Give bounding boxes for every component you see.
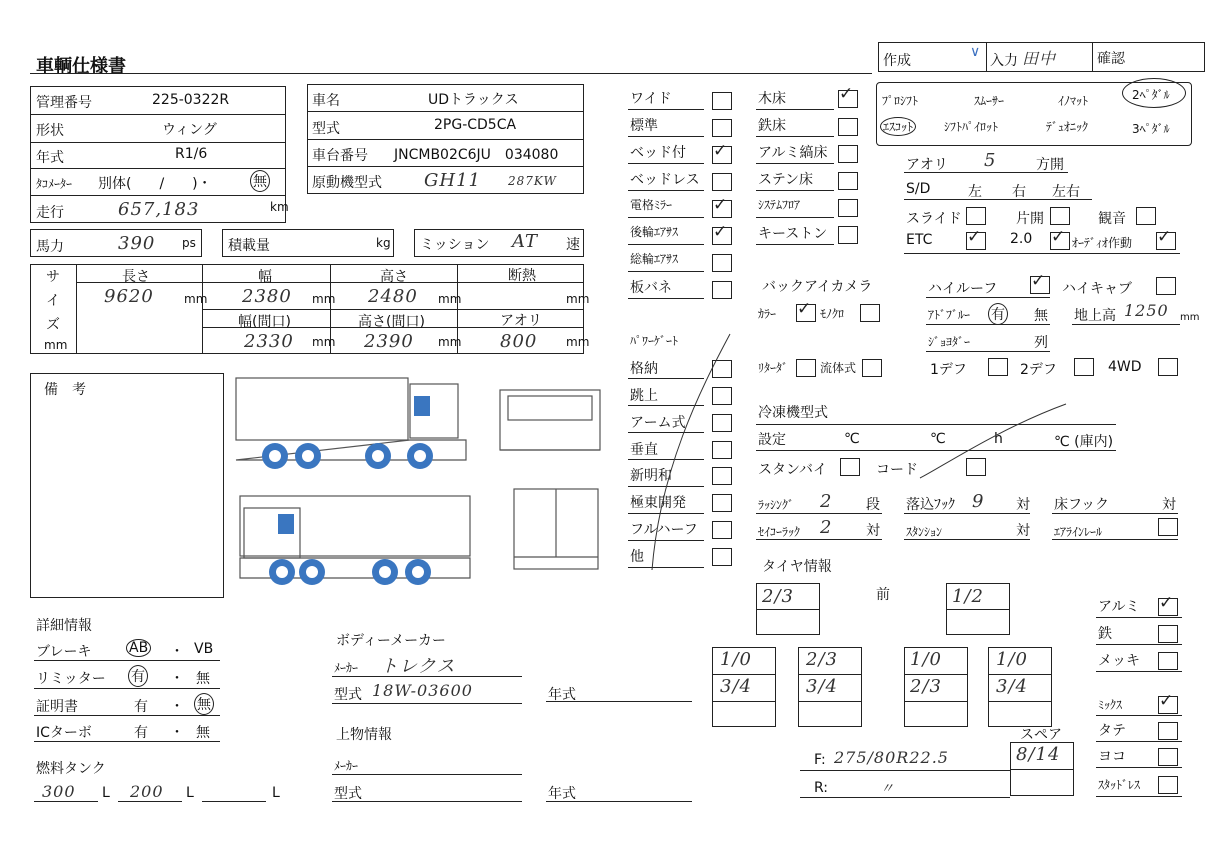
col1-item: 総輪ｴｱｻｽ xyxy=(630,252,679,266)
pg-item: アーム式 xyxy=(630,415,686,431)
size-side-3: ズ xyxy=(46,317,60,333)
tire-r4b: 3/4 xyxy=(996,676,1028,697)
tire-r3a: 1/0 xyxy=(910,649,942,670)
trans-item: ｲﾉﾏｯﾄ xyxy=(1058,94,1089,108)
spare-label: スペア xyxy=(1020,727,1062,743)
mission-value: AT xyxy=(512,231,539,252)
fuel3-unit: L xyxy=(272,785,280,801)
aori2-label: アオリ xyxy=(906,157,948,173)
aori-label: アオリ xyxy=(500,313,542,329)
powergate-label: ﾊﾟﾜｰｹﾞｰﾄ xyxy=(630,334,679,348)
limiter-label: リミッター xyxy=(36,671,106,687)
tire-r4a: 1/0 xyxy=(996,649,1028,670)
col1-item: 標準 xyxy=(630,118,658,134)
lashing-unit: 段 xyxy=(866,497,880,513)
tire-f-label: F: xyxy=(814,752,826,768)
nagasa-value: 9620 xyxy=(104,286,154,307)
seikorack-value: 2 xyxy=(820,517,833,538)
haba-in-unit: mm xyxy=(312,335,336,349)
pg-item: 跳上 xyxy=(630,388,658,404)
highcab-label: ハイキャブ xyxy=(1062,281,1132,297)
takasa-in-unit: mm xyxy=(438,335,462,349)
brake-ab: AB xyxy=(126,639,151,657)
ochikomi-label: 落込ﾌｯｸ xyxy=(906,497,955,513)
soko-value: 657,183 xyxy=(118,199,200,220)
engine-kw: 287KW xyxy=(508,174,557,188)
standby-label: スタンバイ xyxy=(758,462,828,478)
stanchion-unit: 対 xyxy=(1016,523,1030,539)
alumi-label: アルミ xyxy=(1098,599,1140,615)
haba-value: 2380 xyxy=(242,286,292,307)
col1-item: 後輪ｴｱｻｽ xyxy=(630,225,679,239)
aori2-unit: 方開 xyxy=(1036,157,1064,173)
reito-c3: ℃ (庫内) xyxy=(1054,434,1114,450)
col1-item: 板バネ xyxy=(630,280,672,296)
kanri-value: 225-0322R xyxy=(152,92,230,108)
shamei-value: UDトラックス xyxy=(428,92,519,108)
tire-r2a: 2/3 xyxy=(806,649,838,670)
checkbox-keystone[interactable] xyxy=(838,226,858,244)
body-maker-value: トレクス xyxy=(380,656,456,677)
checkbox-tate[interactable] xyxy=(1158,722,1178,740)
spare-value: 8/14 xyxy=(1016,744,1061,765)
kanri-label: 管理番号 xyxy=(36,95,92,111)
haba-label: 幅 xyxy=(258,269,272,285)
selection-circle xyxy=(1122,78,1186,108)
icturbo-label: ICターボ xyxy=(36,725,92,741)
col1-item: ベッドレス xyxy=(630,172,700,188)
tire-r1b: 3/4 xyxy=(720,676,752,697)
seikorack-unit: 対 xyxy=(866,523,880,539)
shomei-dot: ・ xyxy=(170,699,184,715)
nenshiki-value: R1/6 xyxy=(175,146,208,162)
code-label: コード xyxy=(876,462,918,478)
tire-fr-value: 1/2 xyxy=(952,586,984,607)
engine-label: 原動機型式 xyxy=(312,175,382,191)
katabiraki-label: 片開 xyxy=(1016,211,1044,227)
limiter-ari: 有 xyxy=(128,665,148,687)
biko-box xyxy=(30,373,224,598)
highroof-label: ハイルーフ xyxy=(928,281,998,297)
sd-both: 左右 xyxy=(1052,184,1080,200)
checkbox-yoko[interactable] xyxy=(1158,748,1178,766)
mekki-label: メッキ xyxy=(1098,653,1140,669)
checkbox-tetsu[interactable] xyxy=(1158,625,1178,643)
adblue-label: ｱﾄﾞﾌﾞﾙｰ xyxy=(928,308,971,322)
haba-unit: mm xyxy=(312,292,336,306)
dannetsu-label: 断熱 xyxy=(508,268,536,284)
nagasa-unit: mm xyxy=(184,292,208,306)
audio-label: ｵｰﾃﾞｨｵ作動 xyxy=(1072,236,1133,250)
fuel2-unit: L xyxy=(186,785,194,801)
reito-h: h xyxy=(994,431,1003,447)
takasa-in-label: 高さ(間口) xyxy=(358,314,425,330)
retarder-label: ﾘﾀｰﾀﾞ xyxy=(758,361,789,375)
tire-f-value: 275/80R22.5 xyxy=(834,748,949,767)
reito-label: 冷凍機型式 xyxy=(758,405,828,421)
checkbox-def2[interactable] xyxy=(1074,358,1094,376)
checkbox-bedless[interactable] xyxy=(712,173,732,191)
checkbox-standby[interactable] xyxy=(840,458,860,476)
backeye-color: ｶﾗｰ xyxy=(758,307,777,321)
tire-fl-value: 2/3 xyxy=(762,586,794,607)
checkbox-mekki[interactable] xyxy=(1158,652,1178,670)
chijo-value: 1250 xyxy=(1124,301,1169,320)
sekisai-label: 積載量 xyxy=(228,238,270,254)
etc-label: ETC xyxy=(906,232,933,248)
yuka-hook-label: 床フック xyxy=(1054,497,1110,513)
shadai-value: JNCMB02C6JU 034080 xyxy=(394,147,559,163)
tire-front-label: 前 xyxy=(876,587,890,603)
uwamono-maker-label: ﾒｰｶｰ xyxy=(334,759,359,773)
size-side-2: イ xyxy=(46,293,60,309)
yuka-hook-unit: 対 xyxy=(1162,497,1176,513)
biko-label: 備 考 xyxy=(44,382,86,398)
aori-unit: mm xyxy=(566,335,590,349)
bariki-value: 390 xyxy=(118,233,156,254)
sd-label: S/D xyxy=(906,181,931,197)
tire-r2b: 3/4 xyxy=(806,676,838,697)
fuel1-unit: L xyxy=(102,785,110,801)
tire-r3b: 2/3 xyxy=(910,676,942,697)
katashiki-value: 2PG-CD5CA xyxy=(434,117,517,133)
checkbox-system-floor[interactable] xyxy=(838,199,858,217)
studless-label: ｽﾀｯﾄﾞﾚｽ xyxy=(1098,778,1141,792)
uwamono-katashiki-label: 型式 xyxy=(334,786,362,802)
page-title: 車輌仕様書 xyxy=(36,56,126,77)
checkbox-slide[interactable] xyxy=(966,207,986,225)
brake-vb: VB xyxy=(194,641,214,657)
pg-item: 新明和 xyxy=(630,468,672,484)
chijo-unit: mm xyxy=(1180,312,1200,323)
strike-line xyxy=(880,398,1070,488)
seikorack-label: ｾｲｺｰﾗｯｸ xyxy=(758,525,801,539)
brake-label: ブレーキ xyxy=(36,644,92,660)
col2-item: 鉄床 xyxy=(758,118,786,134)
size-side-1: サ xyxy=(46,269,60,285)
4wd-label: 4WD xyxy=(1108,359,1142,375)
tacho-label: ﾀｺﾒｰﾀｰ xyxy=(36,177,73,191)
shomei-label: 証明書 xyxy=(36,699,78,715)
checkbox-studless[interactable] xyxy=(1158,776,1178,794)
engine-value: GH11 xyxy=(424,170,481,191)
lashing-label: ﾗｯｼﾝｸﾞ xyxy=(758,498,795,512)
haba-in-value: 2330 xyxy=(244,331,294,352)
ochikomi-value: 9 xyxy=(972,491,985,512)
trans-item: ｼﾌﾄﾊﾟｲﾛｯﾄ xyxy=(944,120,999,134)
keijo-label: 形状 xyxy=(36,123,64,139)
body-maker-name-label: ﾒｰｶｰ xyxy=(334,661,359,675)
soko-unit: km xyxy=(270,200,289,214)
tacho-nashi: 無 xyxy=(250,170,270,192)
col1-item: ベッド付 xyxy=(630,145,686,161)
etc2-label: 2.0 xyxy=(1010,231,1033,247)
lashing-value: 2 xyxy=(820,491,833,512)
def2-label: 2デフ xyxy=(1020,362,1057,378)
aori2-value: 5 xyxy=(984,150,997,171)
truck-diagrams xyxy=(230,372,610,587)
takasa-value: 2480 xyxy=(368,286,418,307)
dannetsu-unit: mm xyxy=(566,292,590,306)
body-katashiki-label: 型式 xyxy=(334,687,362,703)
pg-item: 垂直 xyxy=(630,442,658,458)
sd-right: 右 xyxy=(1012,184,1026,200)
adblue-ari: 有 xyxy=(988,303,1008,325)
trans-item: ﾃﾞｭｵﾆｯｸ xyxy=(1046,120,1089,134)
checkbox-wide[interactable] xyxy=(712,92,732,110)
checkbox-alumi-floor[interactable] xyxy=(838,145,858,163)
trans-item: 3ﾍﾟﾀﾞﾙ xyxy=(1132,122,1170,136)
uwamono-nenshiki-label: 年式 xyxy=(548,786,576,802)
checkbox-ryutai[interactable] xyxy=(862,359,882,377)
chijo-label: 地上高 xyxy=(1074,308,1116,324)
reito-c2: ℃ xyxy=(930,431,946,447)
uwamono-label: 上物情報 xyxy=(336,727,392,743)
col2-item: 木床 xyxy=(758,91,786,107)
keijo-value: ウィング xyxy=(162,122,217,138)
backeye-mono: ﾓﾉｸﾛ xyxy=(820,307,845,321)
check-mark: ∨ xyxy=(970,44,981,60)
col2-item: キーストン xyxy=(758,226,828,242)
checkbox-kannon[interactable] xyxy=(1136,207,1156,225)
sekisai-unit: kg xyxy=(376,236,391,250)
icturbo-dot: ・ xyxy=(170,725,184,741)
kannon-label: 観音 xyxy=(1098,211,1126,227)
checkbox-sten-floor[interactable] xyxy=(838,172,858,190)
mix-label: ﾐｯｸｽ xyxy=(1098,698,1123,712)
limiter-dot: ・ xyxy=(170,671,184,687)
takasa-unit: mm xyxy=(438,292,462,306)
checkbox-highcab[interactable] xyxy=(1156,277,1176,295)
tacho-betsu: 別体( / )・ xyxy=(98,176,212,192)
col1-item: 電格ﾐﾗｰ xyxy=(630,198,673,212)
ryutai-label: 流体式 xyxy=(820,361,857,375)
tire-r-label: R: xyxy=(814,780,829,796)
reito-settei: 設定 xyxy=(758,432,786,448)
tire-r-value: 〃 xyxy=(880,781,895,797)
col2-item: アルミ縞床 xyxy=(758,145,828,161)
trans-item: 2ﾍﾟﾀﾞﾙ xyxy=(1132,88,1170,102)
col1-item: ワイド xyxy=(630,91,672,107)
katashiki-label: 型式 xyxy=(312,121,340,137)
soko-label: 走行 xyxy=(36,205,64,221)
size-side-4: mm xyxy=(44,338,68,352)
joyoda-unit: 列 xyxy=(1034,335,1048,351)
fuel-label: 燃料タンク xyxy=(36,761,106,777)
detail-label: 詳細情報 xyxy=(36,618,92,634)
tate-label: タテ xyxy=(1098,723,1126,739)
sakusei-label: 作成 xyxy=(883,53,911,69)
pg-item: 他 xyxy=(630,549,644,565)
nagasa-label: 長さ xyxy=(122,269,150,285)
yoko-label: ヨコ xyxy=(1098,749,1126,765)
slide-label: スライド xyxy=(906,211,962,227)
kakunin-label: 確認 xyxy=(1097,51,1125,67)
mission-label: ミッション xyxy=(420,237,490,253)
nenshiki-label: 年式 xyxy=(36,150,64,166)
aori-value: 800 xyxy=(500,331,538,352)
shomei-nashi: 無 xyxy=(194,693,214,715)
brake-dot: ・ xyxy=(170,644,184,660)
body-katashiki-value: 18W-03600 xyxy=(372,681,473,700)
sd-left: 左 xyxy=(968,184,982,200)
pg-item: 極東開発 xyxy=(630,495,686,511)
takasa-in-value: 2390 xyxy=(364,331,414,352)
def1-label: 1デフ xyxy=(930,362,967,378)
pg-item: フルハーフ xyxy=(630,522,698,538)
stanchion-label: ｽﾀﾝｼｮﾝ xyxy=(906,525,943,539)
takasa-label: 高さ xyxy=(380,269,408,285)
checkbox-mono[interactable] xyxy=(860,304,880,322)
checkbox-leaf[interactable] xyxy=(712,281,732,299)
checkbox-katabiraki[interactable] xyxy=(1050,207,1070,225)
tetsu-label: 鉄 xyxy=(1098,626,1112,642)
shadai-label: 車台番号 xyxy=(312,148,368,164)
adblue-nashi: 無 xyxy=(1034,308,1048,324)
joyoda-label: ｼﾞｮﾖﾀﾞｰ xyxy=(928,335,971,349)
nyuryoku-name: 田中 xyxy=(1022,49,1057,68)
nyuryoku-label: 入力 xyxy=(990,53,1018,69)
limiter-nashi: 無 xyxy=(196,671,210,687)
pg-item: 格納 xyxy=(630,361,658,377)
checkbox-steel-floor[interactable] xyxy=(838,118,858,136)
shamei-label: 車名 xyxy=(312,93,340,109)
checkbox-standard[interactable] xyxy=(712,119,732,137)
tire-r1a: 1/0 xyxy=(720,649,752,670)
ochikomi-unit: 対 xyxy=(1016,497,1030,513)
backeye-label: バックアイカメラ xyxy=(762,279,873,295)
icturbo-ari: 有 xyxy=(134,725,148,741)
trans-item: ｴｽｺｯﾄ xyxy=(880,117,916,136)
col2-item: ステン床 xyxy=(758,172,814,188)
trans-item: ｽﾑｰｻｰ xyxy=(974,94,1005,108)
bariki-unit: ps xyxy=(182,236,196,250)
icturbo-nashi: 無 xyxy=(196,725,210,741)
haba-in-label: 幅(間口) xyxy=(238,314,291,330)
checkbox-4wd[interactable] xyxy=(1158,358,1178,376)
trans-item: ﾌﾟﾛｼﾌﾄ xyxy=(882,94,919,108)
body-nenshiki-label: 年式 xyxy=(548,687,576,703)
body-maker-label: ボディーメーカー xyxy=(336,633,446,649)
strike-line xyxy=(640,330,740,580)
checkbox-retarder[interactable] xyxy=(796,359,816,377)
reito-c1: ℃ xyxy=(844,431,860,447)
bariki-label: 馬力 xyxy=(36,239,64,255)
col2-item: ｼｽﾃﾑﾌﾛｱ xyxy=(758,198,801,212)
mission-unit: 速 xyxy=(566,237,580,253)
tire-label: タイヤ情報 xyxy=(762,559,832,575)
fuel2-value: 200 xyxy=(130,782,164,801)
checkbox-all-airsus[interactable] xyxy=(712,254,732,272)
checkbox-airline[interactable] xyxy=(1158,518,1178,536)
fuel1-value: 300 xyxy=(42,782,76,801)
airline-label: ｴｱﾗｲﾝﾚｰﾙ xyxy=(1054,525,1103,539)
shomei-ari: 有 xyxy=(134,699,148,715)
checkbox-def1[interactable] xyxy=(988,358,1008,376)
